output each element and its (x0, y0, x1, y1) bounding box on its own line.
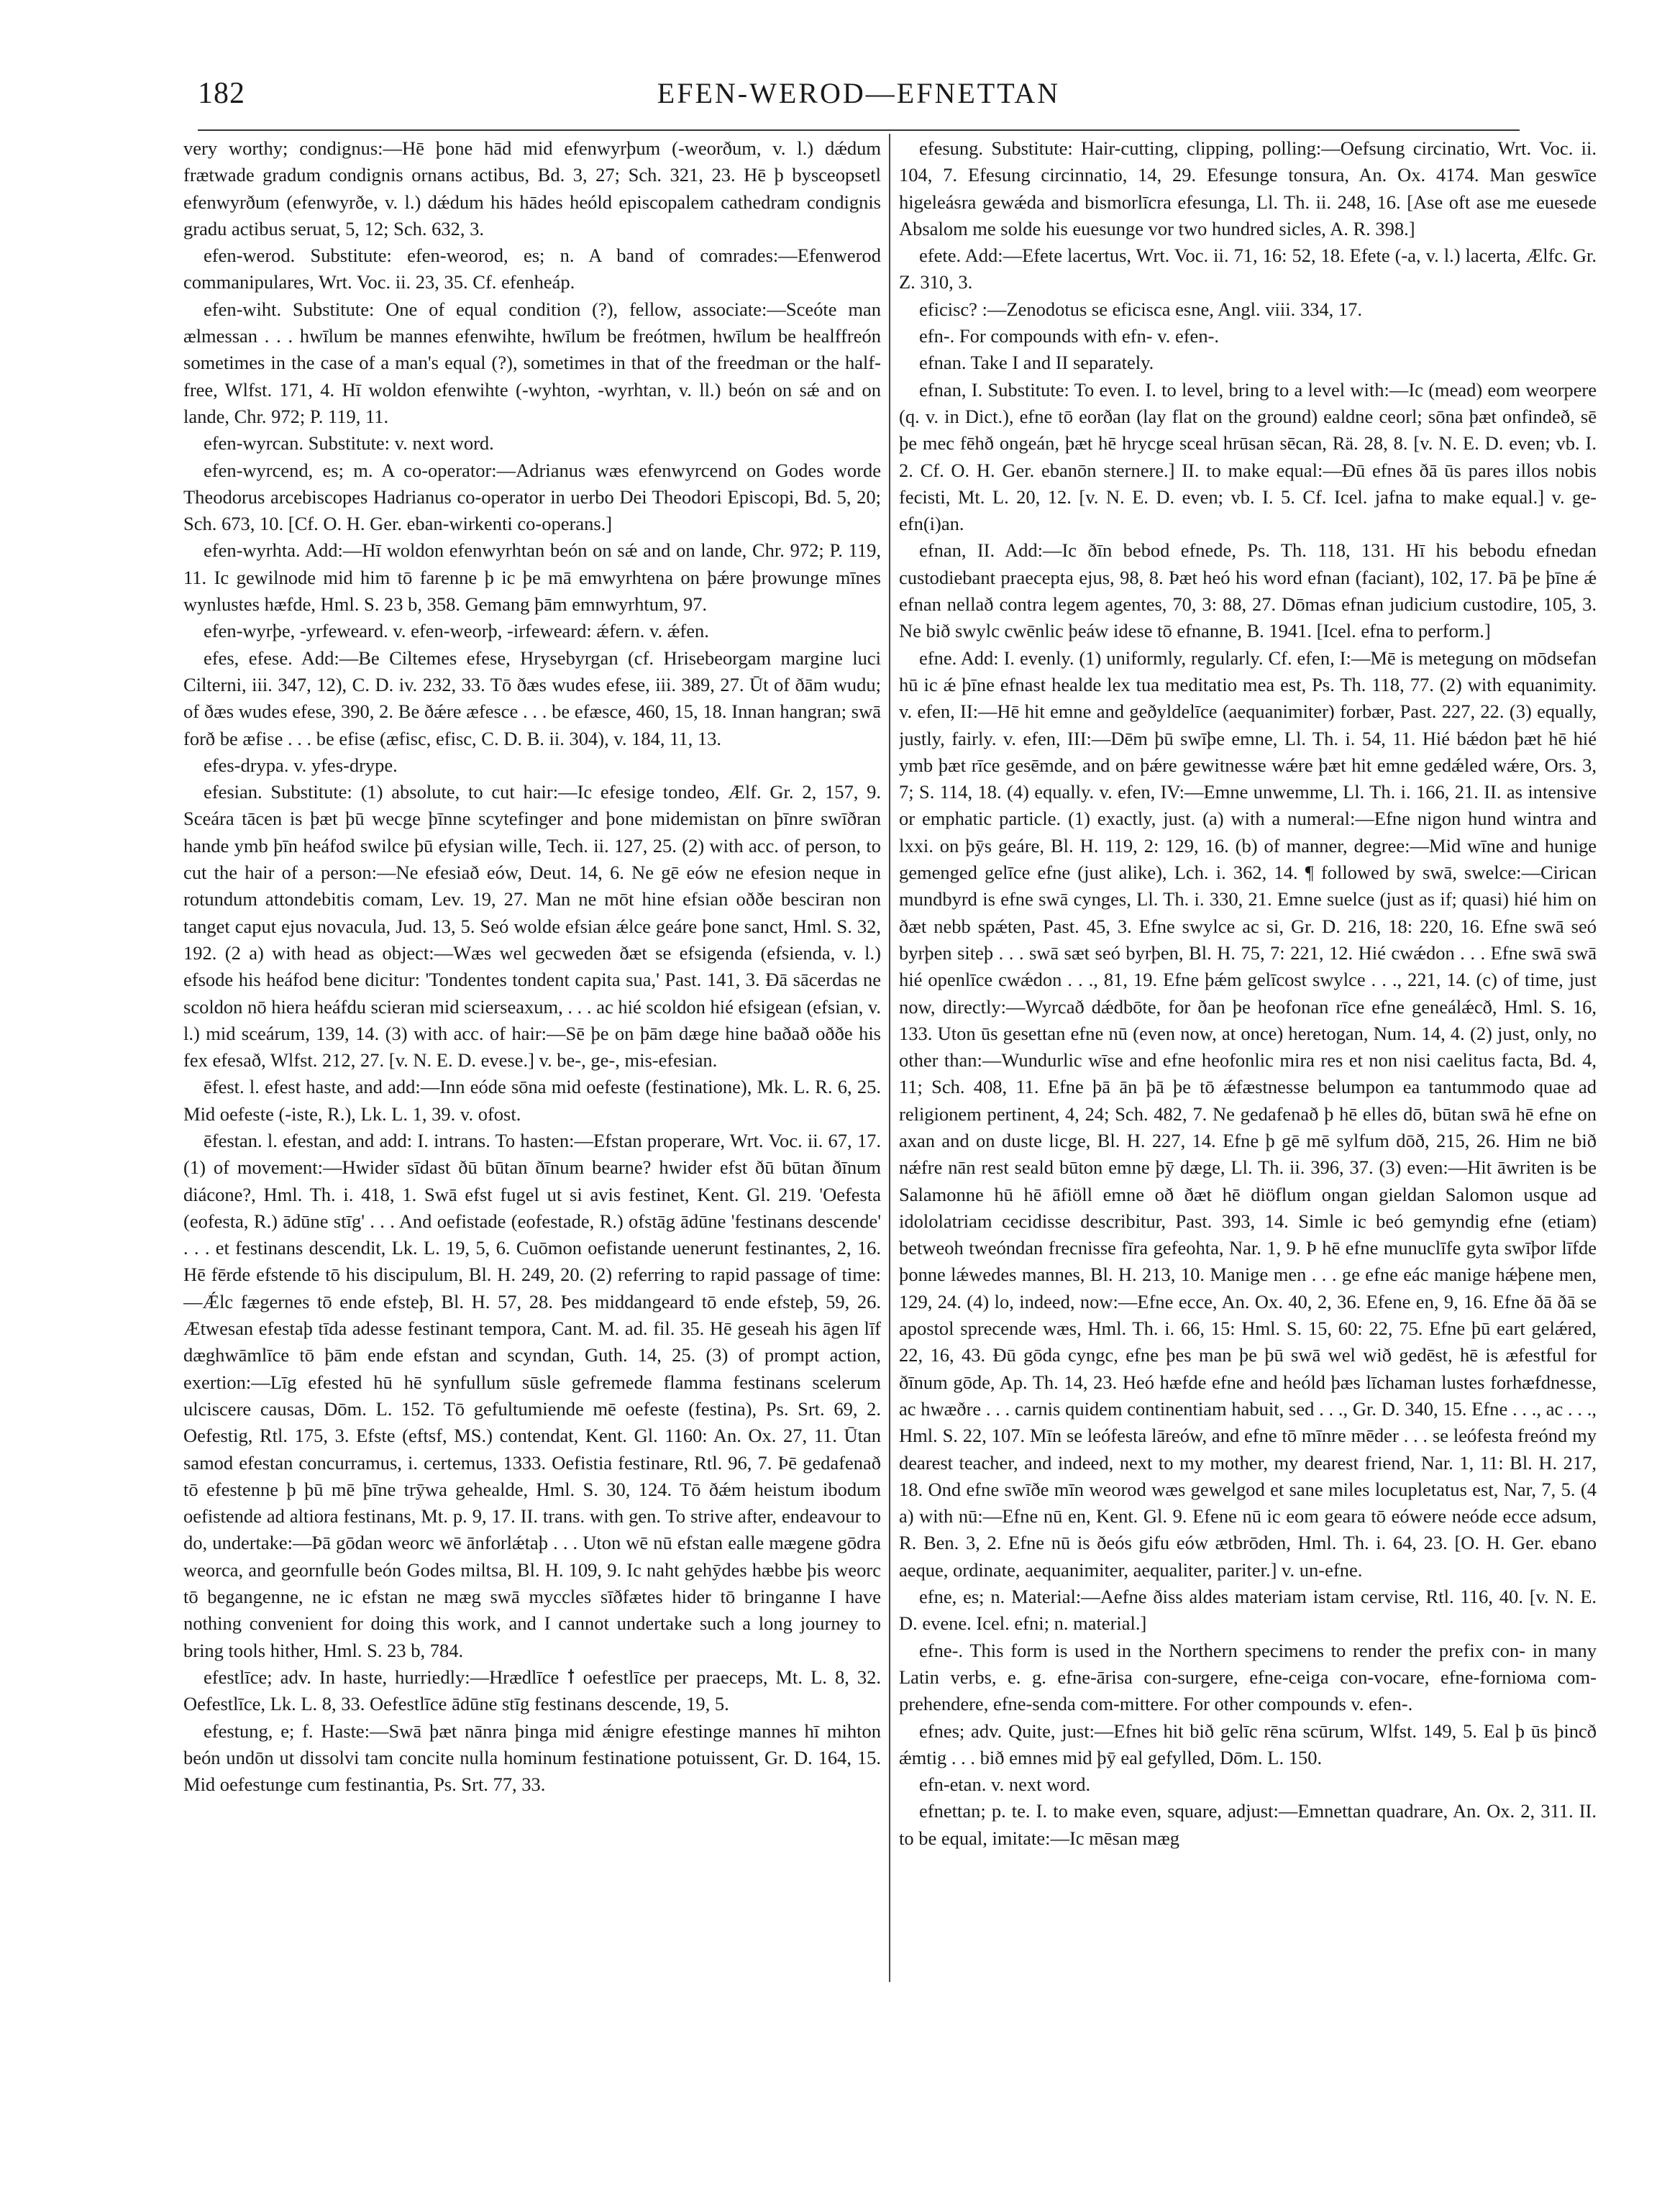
entry-paragraph: efn-. For compounds with efn- v. efen-. (919, 325, 1220, 347)
entry-paragraph: efen-wyrcan. Substitute: v. next word. (204, 432, 494, 455)
running-head: EFEN-WEROD—EFNETTAN (657, 77, 1061, 109)
entry-paragraph: efen-werod. Substitute: efen-weorod, es; n. A band of comrades:—Efenwerod commanipulares, Wrt. Voc. ii. 23, 35. Cf. efenheáp. (183, 245, 881, 293)
page-header (198, 76, 1520, 128)
entry-paragraph: efnes; adv. Quite, just:—Efnes hit bið gelīc rēna scūrum, Wlfst. 149, 5. Eal þ ūs þincð ǽmtig . . . bið emnes mid þȳ eal gefylled, Dōm. L. 150. (899, 1720, 1597, 1768)
entry-paragraph: eficisc? :—Zenodotus se eficisca esne, Angl. viii. 334, 17. (919, 298, 1362, 320)
left-column (183, 135, 881, 1976)
entry-paragraph: efestung, e; f. Haste:—Swā þæt nānra þinga mid ǽnigre efestinge mannes hī mihton beón undōn ut dissolvi tam concite nulla hominum festinatione potuissent, Gr. D. 164, 15. Mid oefestunge cum festinantia, Ps. Srt. 77, 33. (183, 1720, 881, 1796)
entry-paragraph: efne, es; n. Material:—Aefne ðiss aldes materiam istam cervise, Rtl. 116, 40. [v. N. E. D. evene. Icel. efni; n. material.] (899, 1586, 1597, 1635)
page-number: 182 (198, 77, 245, 110)
entry-paragraph: efne-. This form is used in the Northern specimens to render the prefix con- in many Latin verbs, e. g. efne-ārisa con-surgere, efne-ceiga con-vocare, efne-forniома com-prehendere, efne-senda com-mittere. For other compounds v. efen-. (899, 1639, 1597, 1715)
entry-paragraph: efnan. Take I and II separately. (919, 352, 1154, 374)
entry-paragraph: efnan, II. Add:—Ic ðīn bebod efnede, Ps. Th. 118, 131. Hī his bebodu efnedan custodiebant praecepta ejus, 98, 8. Þæt heó his word efnan (faciant), 102, 17. Þā þe þīne ǽ efnan nellað contra legem agentes, 70, 3: 88, 27. Dōmas efnan judicium custodire, 105, 3. Ne bið swylc cwēnlic þeáw idese tō efnanne, B. 1941. [Icel. efna to perform.] (899, 539, 1597, 642)
entry-paragraph: efnan, I. Substitute: To even. I. to level, bring to a level with:—Ic (mead) eom weorpere (q. v. in Dict.), efne tō eorðan (lay flat on the ground) ealdne ceorl; sōna þæt onfindeð, sē þe mec fēhð ongeán, þæt hē hrycge sceal hrūsan sēcan, Rä. 28, 8. [v. N. E. D. even; vb. I. 2. Cf. O. H. Ger. ebanōn sternere.] II. to make equal:—Ðū efnes ðā ūs pares illos nobis fecisti, Mt. L. 20, 12. [v. N. E. D. even; vb. I. 5. Cf. Icel. jafna to make equal.] v. ge-efn(i)an. (899, 378, 1597, 535)
entry-paragraph: efestlīce; adv. In haste, hurriedly:—Hrædlīce ꝉ oefestlīce per praeceps, Mt. L. 8, 32. Oefestlīce, Lk. L. 8, 33. Oefestlīce ādūne stīg festinans descende, 19, 5. (183, 1666, 881, 1715)
entry-paragraph: efen-wyrhta. Add:—Hī woldon efenwyrhtan beón on sǽ and on lande, Chr. 972; P. 119, 11. Ic gewilnode mid him tō farenne þ ic þe mā emwyrhtena on þǽre þrowunge mīnes wynlustes hæfde, Hml. S. 23 b, 358. Gemang þām emnwyrhtum, 97. (183, 539, 881, 616)
entry-paragraph: efne. Add: I. evenly. (1) uniformly, regularly. Cf. efen, I:—Mē is metegung on mōdsefan hū ic ǽ þīne efnast healde lex tua meditatio mea est, Ps. Th. 118, 77. (2) with equanimity. v. efen, II:—Hē hit emne and geðyldelīce (aequanimiter) forbær, Past. 227, 22. (3) equally, justly, fairly. v. efen, III:—Dēm þū swīþe emne, Ll. Th. i. 54, 11. Hié bǽdon þæt hē hié ymb þæt rīce gesēmde, and on þǽre gewitnesse wǽre þæt hit emne gedǽled wǽre, Ors. 3, 7; S. 114, 18. (4) equally. v. efen, IV:—Emne unwemme, Ll. Th. i. 166, 21. II. as intensive or emphatic particle. (1) exactly, just. (a) with a numeral:—Efne nigon hund wintra and lxxi. on þȳs geáre, Bl. H. 119, 2: 129, 16. (b) of manner, degree:—Mid wīne and hunige gemenged gelīce efne (just alike), Lch. i. 362, 14. ¶ followed by swā, swelce:—Cirican mundbyrd is efne swā cynges, Ll. Th. i. 330, 21. Emne suelce (just as if; quasi) hié him on ðæt nebb spǽten, Past. 45, 3. Efne swylce ac si, Gr. D. 216, 18: 220, 16. Efne swā seó byrþen siteþ . . . swā sæt seó byrþen, Bl. H. 75, 7: 221, 12. Hié cwǽdon . . . Efne swā swā hié openlīce cwǽdon . . ., 81, 19. Efne þǽm gelīcost swylce . . ., 221, 14. (c) of time, just now, directly:—Wyrcað dǽdbōte, for ðan þe heofonan rīce efne geneálǽcð, Hml. S. 16, 133. Uton ūs gesettan efne nū (even now, at once) heretogan, Num. 14, 4. (2) just, only, no other than:—Wundurlic wīse and efne heofonlic mira res et non nisi caelitus facta, Bd. 4, 11; Sch. 408, 11. Efne þā ān þā þe tō ǽfæstnesse belumpon ea tantummodo quae ad religionem pertinent, 4, 24; Sch. 482, 7. Ne gedafenað þ hē elles dō, būtan swā hē efne on axan and on duste licge, Bl. H. 227, 14. Efne þ gē mē sylfum dōð, 215, 26. Him ne bið nǽfre nān rest seald būton emne þȳ dæge, Ll. Th. ii. 396, 37. (3) even:—Hit āwriten is be Salamonne hū hē āfiöll emne oð ðæt hē diöflum ongan gieldan Salomon usque ad idololatriam cecidisse describitur, Past. 393, 14. Simle ic beó gemyndig efne (etiam) betweoh tweóndan frecnisse fīra gefeohta, Nar. 1, 9. Þ hē efne munuclīfe gyta swīþor līfde þonne lǽwedes mannes, Bl. H. 213, 10. Manige men . . . ge efne eác manige hǽþene men, 129, 24. (4) lo, indeed, now:—Efne ecce, An. Ox. 40, 2, 36. Efene en, 9, 16. Efne ðā ðā se apostol sprecende wæs, Hml. Th. i. 66, 15: Hml. S. 15, 60: 22, 75. Efne þū eart gelǽred, 22, 16, 43. Ðū gōda cyngc, efne þes man þe þū swā wel wið gedēst, hē is æfestful for ðīnum gōde, Ap. Th. 14, 23. Heó hæfde efne and heóld þæs līchaman lustes forhæfdnesse, ac hwæðre . . . carnis quidem continentiam habuit, sed . . ., Gr. D. 340, 15. Efne . . ., ac . . ., Hml. S. 22, 107. Mīn se leófesta lāreów, and efne tō mīnre mēder . . . se leófesta freónd my dearest teacher, and indeed, next to my mother, my dearest friend, Nar. 1, 11: Bl. H. 217, 18. Ond efne swīðe mīn weorod wæs gewelgod et sane miles locupletatus est, Nar, 7, 5. (4 a) with nū:—Efne nū en, Kent. Gl. 9. Efene nū ic eom geara tō eówere neóde ecce adsum, R. Ben. 3, 2. Efne nū is ðeós gifu eów ætbrōden, Hml. Th. i. 64, 23. [O. H. Ger. ebano aeque, ordinate, aequanimiter, aequaliter, pariter.] v. un-efne. (899, 647, 1597, 1581)
entry-paragraph: efesian. Substitute: (1) absolute, to cut hair:—Ic efesige tondeo, Ælf. Gr. 2, 157, 9. Sceára tācen is þæt þū wecge þīnne scytefinger and þone midemistan on þīnre swīðran hande ymb þīn heáfod swilce þū efysian wille, Tech. ii. 127, 25. (2) with acc. of person, to cut the hair of a person:—Ne efesiað eów, Deut. 14, 6. Ne gē eów ne efesion neque in rotundum attondebitis comam, Lev. 19, 27. Man ne mōt hine efsian oððe besciran non tanget caput ejus novacula, Jud. 13, 5. Seó wolde efsian ǽlce geáre þone sanct, Hml. S. 32, 192. (2 a) with head as object:—Wæs wel gecweden ðæt se efsigenda (efsienda, v. l.) efsode his heáfod bene dicitur: 'Tondentes tondent capita sua,' Past. 141, 3. Ðā sācerdas ne scoldon nō hiera heáfdu scieran mid scierseaxum, . . . ac hié scoldon hié efsigean (efsian, v. l.) mid sceárum, 139, 14. (3) with acc. of hair:—Sē þe on þām dæge hine baðað oððe his fex efesað, Wlfst. 212, 27. [v. N. E. D. evese.] v. be-, ge-, mis-efesian. (183, 781, 881, 1072)
entry-paragraph: efes-drypa. v. yfes-drype. (204, 754, 398, 776)
entry-paragraph: efnettan; p. te. I. to make even, square, adjust:—Emnettan quadrare, An. Ox. 2, 311. II. to be equal, imitate:—Ic mēsan mæg (899, 1800, 1597, 1849)
entry-paragraph: ēfest. l. efest haste, and add:—Inn eóde sōna mid oefeste (festinatione), Mk. L. R. 6, 25. Mid oefeste (-iste, R.), Lk. L. 1, 39. v. ofost. (183, 1076, 881, 1125)
entry-paragraph: efete. Add:—Efete lacertus, Wrt. Voc. ii. 71, 16: 52, 18. Efete (-a, v. l.) lacerta, Ælfc. Gr. Z. 310, 3. (899, 245, 1597, 293)
entry-paragraph: efen-wyrcend, es; m. A co-operator:—Adrianus wæs efenwyrcend on Godes worde Theodorus arcebiscopes Hadrianus co-operator in uerbo Dei Theodori Episcopi, Bd. 5, 20; Sch. 673, 10. [Cf. O. H. Ger. eban-wirkenti co-operans.] (183, 459, 881, 535)
column-divider (889, 134, 890, 1982)
entry-paragraph: very worthy; condignus:—Hē þone hād mid efenwyrþum (-weorðum, v. l.) dǽdum frætwade gradum condignis ornans actibus, Bd. 3, 27; Sch. 321, 23. Hē þ bysceopsetl efenwyrðum (efenwyrðe, v. l.) dǽdum his hādes heóld episcopalem cathedram condignis gradu actibus seruat, 5, 12; Sch. 632, 3. (183, 137, 881, 239)
entry-paragraph: efen-wiht. Substitute: One of equal condition (?), fellow, associate:—Sceóte man ælmessan . . . hwīlum be mannes efenwihte, hwīlum be freótmen, hwīlum be healffreón sometimes in the case of a man's equal (?), sometimes in that of the freedman or the half-free, Wlfst. 171, 4. Hī woldon efenwihte (-wyhton, -wyrhtan, v. ll.) beón on sǽ and on lande, Chr. 972; P. 119, 11. (183, 298, 881, 427)
entry-paragraph: ēfestan. l. efestan, and add: I. intrans. To hasten:—Efstan properare, Wrt. Voc. ii. 67, 17. (1) of movement:—Hwider sīdast ðū būtan ðīnum bearne? hwider efst ðū būtan ðīnum diácone?, Hml. Th. i. 418, 1. Swā efst fugel ut si avis festinet, Kent. Gl. 219. 'Oefesta (eofesta, R.) ādūne stīg' . . . And oefistade (eofestade, R.) ofstāg ādūne 'festinans descende' . . . et festinans descendit, Lk. L. 19, 5, 6. Cuōmon oefistande uenerunt festinantes, 2, 16. Hē fērde efstende tō his discipulum, Bl. H. 249, 20. (2) referring to rapid passage of time:—Ǽlc fægernes tō ende efsteþ, Bl. H. 57, 28. Þes middangeard tō ende efsteþ, 59, 26. Ætwesan efestaþ tīda adesse festinant tempora, Cant. M. ad. fil. 35. Hē geseah his āgen līf dæghwāmlīce tō þām ende efstan and scyndan, Guth. 14, 25. (3) of prompt action, exertion:—Līg efested hū hē synfullum sūsle gefremede flamma festinans scelerum ulciscere causas, Dōm. L. 152. Tō gefultumiende mē oefeste (festina), Ps. Srt. 69, 2. Oefestig, Rtl. 175, 3. Efste (eftsf, MS.) contendat, Kent. Gl. 1160: An. Ox. 27, 11. Ūtan samod efestan concurramus, i. certemus, 1333. Oefistia festinare, Rtl. 96, 7. Þē gedafenað tō efestenne þ þū mē þīne trȳwa gehealde, Hml. S. 30, 124. Tō ðǽm heistum ibodum oefistende ad altiora festinans, Mt. p. 9, 17. II. trans. with gen. To strive after, endeavour to do, undertake:—Þā gōdan weorc wē ānforlǽtaþ . . . Uton wē nū efstan ealle mægene gōdra weorca, and geornfulle beón Godes miltsa, Bl. H. 109, 9. Ic naht gehȳdes hæbbe þis weorc tō begangenne, ne ic efstan ne mæg swā myccles sīðfætes hider tō bringanne I have nothing convenient for doing this work, and I cannot undertake such a long journey to bring tools hither, Hml. S. 23 b, 784. (183, 1129, 881, 1661)
entry-paragraph: efn-etan. v. next word. (919, 1773, 1091, 1796)
entry-paragraph: efesung. Substitute: Hair-cutting, clipping, polling:—Oefsung circinatio, Wrt. Voc. ii. 104, 7. Efesung circinnatio, 14, 29. Efesunge tonsura, An. Ox. 4174. Man geswīce higeleásra gewǽda and bismorlīcra efesunga, Ll. Th. ii. 248, 16. [Ase oft ase me euesede Absalom me solde his euesunge vor two hundred sicles, A. R. 398.] (899, 137, 1597, 239)
right-column (899, 135, 1597, 1976)
header-rule (198, 129, 1520, 131)
entry-paragraph: efen-wyrþe, -yrfeweard. v. efen-weorþ, -irfeweard: ǽfern. v. ǽfen. (204, 620, 709, 642)
entry-paragraph: efes, efese. Add:—Be Ciltemes efese, Hrysebyrgan (cf. Hrisebeorgam margine luci Cilterni, iii. 347, 12), C. D. iv. 232, 33. Tō ðæs wudes efese, iii. 389, 27. Ūt of ðām wudu; of ðæs wudes efese, 390, 2. Be ðǽre æfesce . . . be efæsce, 460, 15, 18. Innan hangran; swā forð be æfise . . . be efise (æfisc, efisc, C. D. B. ii. 304), v. 184, 11, 13. (183, 647, 881, 749)
